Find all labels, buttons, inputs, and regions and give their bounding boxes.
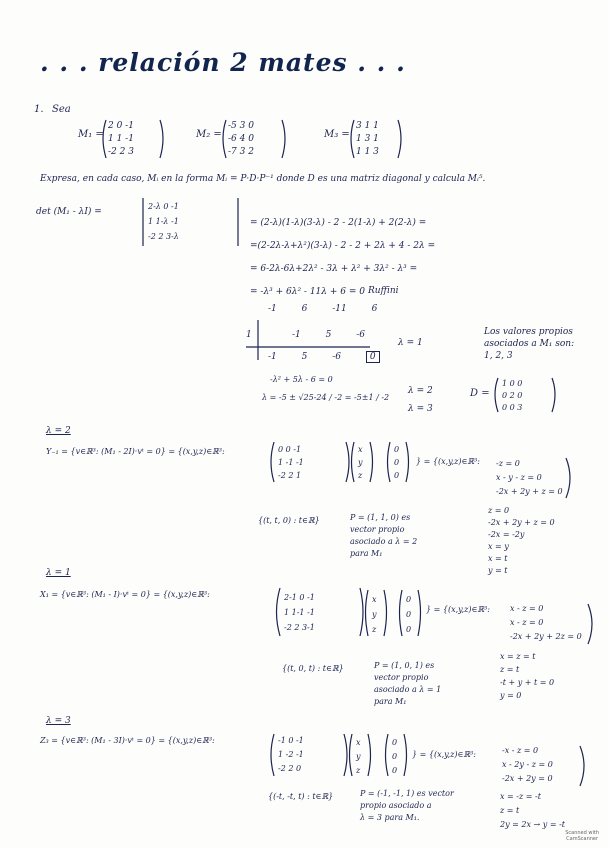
case2-p-text: P = (1, 1, 0) es vector propio asociado a λ = 2 para M₁ xyxy=(350,513,418,558)
root-3: λ = 3 xyxy=(408,404,433,414)
case2-solve: z = 0 -2x + 2y + z = 0 -2x = -2y x = y x = t y = t xyxy=(488,506,555,575)
m1-matrix: 2 0 -1 1 1 -1 -2 2 3 xyxy=(108,121,134,157)
ruffini-row3: -1 5 -6 0 xyxy=(268,352,380,362)
lambda1-result: λ = 1 xyxy=(398,338,423,348)
exercise-number: 1. xyxy=(34,104,44,115)
case2-header: λ = 2 xyxy=(46,426,71,436)
case3-zero: 0 0 0 xyxy=(392,738,398,775)
case3-system: -x - z = 0 x - 2y - z = 0 -2x + 2y = 0 xyxy=(502,746,553,783)
page-title: . . . relación 2 mates . . . xyxy=(40,48,406,77)
eigenvalues-note: Los valores propios asociados a M₁ son: 1, 2, 3 xyxy=(484,327,575,361)
m3-matrix: 3 1 1 1 3 1 1 1 3 xyxy=(356,121,379,157)
case2-result: } = {(x,y,z)∈ℝ³: xyxy=(416,457,480,466)
case1-set: {(t, 0, t) : t∈ℝ} xyxy=(282,664,344,673)
case2-zero: 0 0 0 xyxy=(394,445,400,480)
root-2: λ = 2 xyxy=(408,386,433,396)
ruffini-row1: -1 6 -11 6 xyxy=(268,304,378,314)
case3-result: } = {(x,y,z)∈ℝ³: xyxy=(412,750,476,759)
case1-result: } = {(x,y,z)∈ℝ³: xyxy=(426,605,490,614)
case2-vector: x y z xyxy=(358,445,363,480)
case3-p-text: P = (-1, -1, 1) es vector propio asociado a λ = 3 para M₁. xyxy=(360,789,454,822)
quadratic-eq: -λ² + 5λ - 6 = 0 xyxy=(270,375,333,384)
ruffini-row2: -1 5 -6 xyxy=(292,330,366,340)
exercise-prompt: Sea xyxy=(52,104,71,115)
d-matrix: 1 0 0 0 2 0 0 0 3 xyxy=(502,379,523,412)
det-matrix: 2-λ 0 -1 1 1-λ -1 -2 2 3-λ xyxy=(148,202,179,241)
exercise-statement: Expresa, en cada caso, Mᵢ en la forma Mᵢ = P·D·P⁻¹ donde D es una matriz diagonal y calcula Mᵢ⁵. xyxy=(40,174,486,184)
m1-label: M₁ = xyxy=(78,129,104,140)
ruffini-root: 1 xyxy=(246,330,252,340)
case2-system: -z = 0 x - y - z = 0 -2x + 2y + z = 0 xyxy=(496,459,563,496)
case1-p-text: P = (1, 0, 1) es vector propio asociado a λ = 1 para M₁ xyxy=(374,661,442,706)
case3-header: λ = 3 xyxy=(46,716,71,726)
case2-eq: Y₋₁ = {v∈ℝ³: (M₁ - 2I)·vᵗ = 0} = {(x,y,z)∈ℝ³: xyxy=(46,447,225,456)
scanner-stamp: Scanned with CamScanner xyxy=(565,830,599,842)
d-label: D = xyxy=(470,388,490,399)
case3-eq: Z₃ = {v∈ℝ³: (M₁ - 3I)·vᵗ = 0} = {(x,y,z)∈ℝ³: xyxy=(40,736,215,745)
det-lhs: det (M₁ - λI) = xyxy=(36,207,102,217)
case1-solve: x = z = t z = t -t + y + t = 0 y = 0 xyxy=(500,652,555,700)
m2-matrix: -5 3 0 -6 4 0 -7 3 2 xyxy=(228,121,254,157)
case1-system: x - z = 0 x - z = 0 -2x + 2y + 2z = 0 xyxy=(510,604,582,641)
case1-eq: X₁ = {v∈ℝ³: (M₁ - I)·vᵗ = 0} = {(x,y,z)∈ℝ³: xyxy=(40,590,210,599)
case3-set: {(-t, -t, t) : t∈ℝ} xyxy=(268,792,334,801)
case3-vector: x y z xyxy=(356,738,361,775)
quadratic-formula: λ = -5 ± √25-24 / -2 = -5±1 / -2 xyxy=(262,393,390,402)
m2-label: M₂ = xyxy=(196,129,222,140)
det-expansion: = (2-λ)(1-λ)(3-λ) - 2 - 2(1-λ) + 2(2-λ) = =(2-2λ-λ+λ²)(3-λ) - 2 - 2 + 2λ + 4 - 2λ = = 6-2λ-6λ+2λ² - 3λ + λ² + 3λ² - λ³ = = -λ³ + 6λ² - 11λ + 6 = 0 xyxy=(250,218,436,297)
case1-matrix: 2-1 0 -1 1 1-1 -1 -2 2 3-1 xyxy=(284,593,315,632)
case2-set: {(t, t, 0) : t∈ℝ} xyxy=(258,516,320,525)
case2-matrix: 0 0 -1 1 -1 -1 -2 2 1 xyxy=(278,445,304,480)
ruffini-label: Ruffini xyxy=(368,286,399,296)
case3-solve: x = -z = -t z = t 2y = 2x → y = -t xyxy=(500,792,566,829)
case3-matrix: -1 0 -1 1 -2 -1 -2 2 0 xyxy=(278,736,304,773)
m3-label: M₃ = xyxy=(324,129,350,140)
case1-vector: x y z xyxy=(372,595,377,634)
case1-zero: 0 0 0 xyxy=(406,595,412,634)
case1-header: λ = 1 xyxy=(46,568,71,578)
